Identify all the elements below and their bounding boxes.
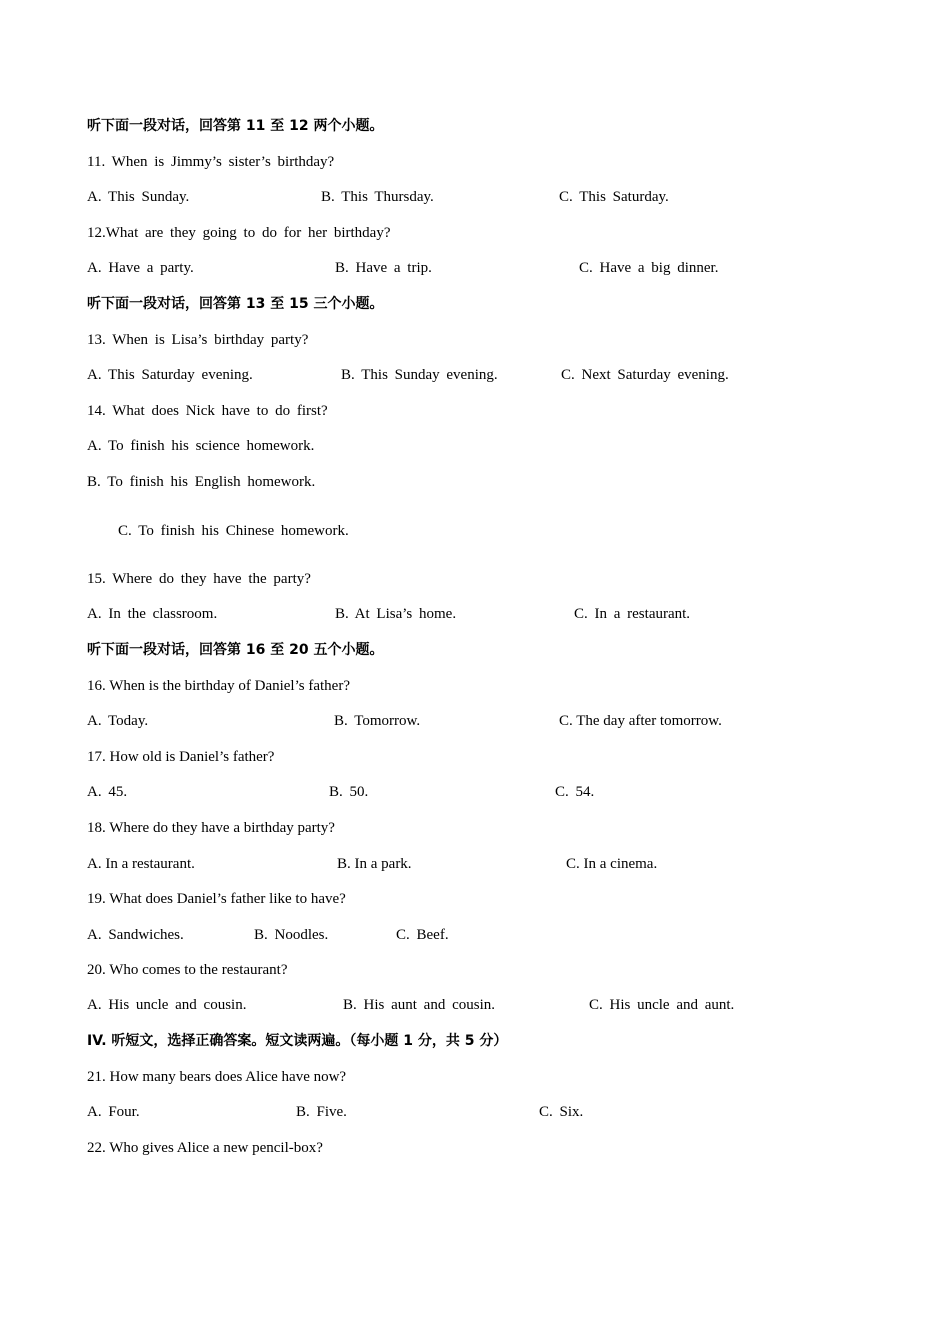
question-18-option-a: A. In a restaurant.	[87, 856, 195, 872]
question-19-stem: 19. What does Daniel’s father like to have?	[87, 891, 346, 907]
question-15-option-c: C. In a restaurant.	[574, 606, 691, 622]
question-19-option-c: C. Beef.	[396, 927, 449, 943]
question-14-option-c: C. To finish his Chinese homework.	[118, 523, 349, 539]
section-heading: 听下面一段对话，回答第 16 至 20 五个小题。	[87, 642, 384, 658]
question-11-option-b: B. This Thursday.	[321, 189, 434, 205]
question-11-option-a: A. This Sunday.	[87, 189, 190, 205]
question-21-option-a: A. Four.	[87, 1104, 140, 1120]
question-17-stem: 17. How old is Daniel’s father?	[87, 749, 275, 765]
question-12-stem: 12.What are they going to do for her birthday?	[87, 225, 391, 241]
question-14-option-b: B. To finish his English homework.	[87, 474, 316, 490]
question-21-option-b: B. Five.	[296, 1104, 347, 1120]
question-22-stem: 22. Who gives Alice a new pencil-box?	[87, 1140, 323, 1156]
question-19-option-b: B. Noodles.	[254, 927, 329, 943]
question-19-option-a: A. Sandwiches.	[87, 927, 184, 943]
question-16-option-b: B. Tomorrow.	[334, 713, 421, 729]
question-12-option-c: C. Have a big dinner.	[579, 260, 719, 276]
question-20-stem: 20. Who comes to the restaurant?	[87, 962, 288, 978]
question-20-option-b: B. His aunt and cousin.	[343, 997, 495, 1013]
section-heading: 听下面一段对话，回答第 11 至 12 两个小题。	[87, 118, 384, 134]
question-16-option-c: C. The day after tomorrow.	[559, 713, 722, 729]
question-14-stem: 14. What does Nick have to do first?	[87, 403, 328, 419]
question-13-stem: 13. When is Lisa’s birthday party?	[87, 332, 309, 348]
section-heading: IV. 听短文，选择正确答案。短文读两遍。（每小题 1 分，共 5 分）	[87, 1033, 508, 1049]
section-heading: 听下面一段对话，回答第 13 至 15 三个小题。	[87, 296, 384, 312]
question-16-option-a: A. Today.	[87, 713, 149, 729]
question-18-option-c: C. In a cinema.	[566, 856, 658, 872]
question-17-option-a: A. 45.	[87, 784, 128, 800]
question-15-option-a: A. In the classroom.	[87, 606, 218, 622]
question-13-option-b: B. This Sunday evening.	[341, 367, 498, 383]
question-15-stem: 15. Where do they have the party?	[87, 571, 311, 587]
question-11-stem: 11. When is Jimmy’s sister’s birthday?	[87, 154, 335, 170]
question-12-option-a: A. Have a party.	[87, 260, 194, 276]
question-18-option-b: B. In a park.	[337, 856, 412, 872]
question-13-option-a: A. This Saturday evening.	[87, 367, 253, 383]
question-14-option-a: A. To finish his science homework.	[87, 438, 315, 454]
question-17-option-c: C. 54.	[555, 784, 595, 800]
question-21-stem: 21. How many bears does Alice have now?	[87, 1069, 347, 1085]
question-12-option-b: B. Have a trip.	[335, 260, 432, 276]
question-18-stem: 18. Where do they have a birthday party?	[87, 820, 335, 836]
question-16-stem: 16. When is the birthday of Daniel’s father?	[87, 678, 350, 694]
question-17-option-b: B. 50.	[329, 784, 369, 800]
question-15-option-b: B. At Lisa’s home.	[335, 606, 457, 622]
question-13-option-c: C. Next Saturday evening.	[561, 367, 729, 383]
question-20-option-a: A. His uncle and cousin.	[87, 997, 247, 1013]
question-11-option-c: C. This Saturday.	[559, 189, 669, 205]
question-21-option-c: C. Six.	[539, 1104, 584, 1120]
question-20-option-c: C. His uncle and aunt.	[589, 997, 735, 1013]
